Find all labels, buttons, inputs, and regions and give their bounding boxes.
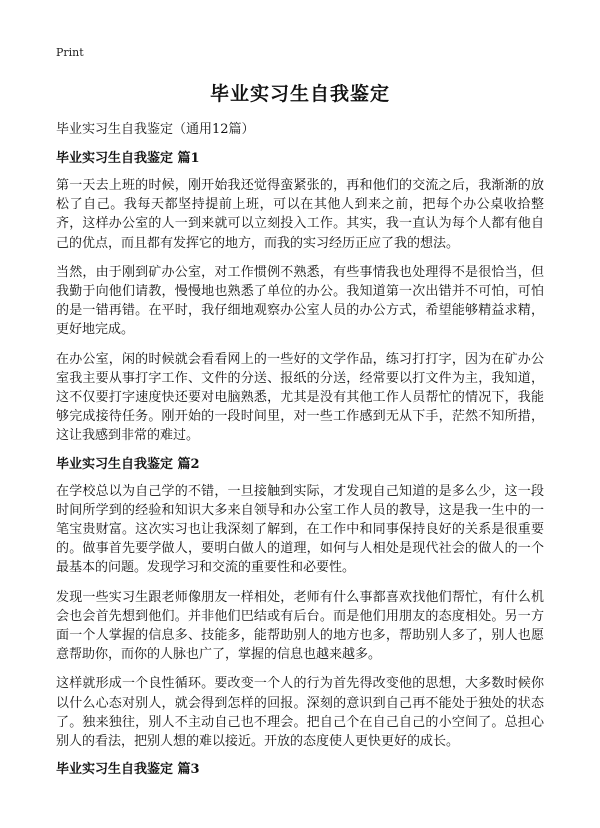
section-3	[56, 761, 544, 779]
paragraph: 第一天去上班的时候，刚开始我还觉得蛮紧张的，再和他们的交流之后，我渐渐的放松了自己。我每天都坚持提前上班，可以在其他人到来之前，把每个办公桌收拾整齐，这样办公室的人一到来就可以立刻投入工作。其实，我一直认为每个人都有他自己的优点，而且都有发挥它的地方，而我的实习经历正应了我的想法。	[56, 178, 544, 251]
section-heading: 毕业实习生自我鉴定 篇3	[56, 762, 200, 778]
paragraph: 发现一些实习生跟老师像朋友一样相处，老师有什么事都喜欢找他们帮忙，有什么机会也会首先想到他们。并非他们巴结或有后台。而是他们用朋友的态度相处。另一方面一个人掌握的信息多、技能多，能帮助别人的地方也多，帮助别人多了，别人也愿意帮助你，而你的人脉也广了，掌握的信息也越来越多。	[56, 589, 544, 663]
document-title: 毕业实习生自我鉴定	[209, 83, 390, 105]
section-2	[56, 456, 544, 752]
paragraph: 当然，由于刚到矿办公室，对工作惯例不熟悉，有些事情我也处理得不是很恰当，但我勤于向他们请教，慢慢地也熟悉了单位的办公。我知道第一次出错并不可怕，可怕的是一错再错。在平时，我仔细地观察办公室人员的办公方式，希望能够精益求精，更好地完成。	[56, 264, 544, 338]
print-link[interactable]: Print	[56, 46, 84, 59]
section-heading: 毕业实习生自我鉴定 篇1	[56, 151, 200, 166]
document-body	[56, 150, 544, 787]
paragraph: 这样就形成一个良性循环。要改变一个人的行为首先得改变他的思想，大多数时候你以什么心态对别人，就会得到怎样的回报。深刻的意识到自己再不能处于独处的状态了。独来独往，别人不主动自己也不理会。把自己个在自己自己的小空间了。总担心别人的看法，把别人想的难以接近。开放的态度使人更快更好的成长。	[56, 676, 544, 750]
document-subtitle: 毕业实习生自我鉴定（通用12篇）	[56, 122, 255, 137]
paragraph: 在办公室，闲的时候就会看看网上的一些好的文学作品，练习打打字，因为在矿办公室我主要从事打字工作、文件的分送、报纸的分送，经常要以打文件为主，我知道，这不仅要打字速度快还要对电脑熟悉，尤其是没有其他工作人员帮忙的情况下，我能够完成接待任务。刚开始的一段时间里，对一些工作感到无从下手，茫然不知所措，这让我感到非常的难过。	[56, 351, 544, 444]
section-heading: 毕业实习生自我鉴定 篇2	[56, 456, 200, 472]
paragraph: 在学校总以为自己学的不错，一旦接触到实际，才发现自己知道的是多么少，这一段时间所学到的经验和知识大多来自领导和办公室工作人员的教导，这是我一生中的一笔宝贵财富。这次实习也让我深刻了解到，在工作中和同事保持良好的关系是很重要的。做事首先要学做人，要明白做人的道理，如何与人相处是现代社会的做人的一个最基本的问题。发现学习和交流的重要性和必要性。	[56, 483, 544, 576]
section-1	[56, 150, 544, 446]
